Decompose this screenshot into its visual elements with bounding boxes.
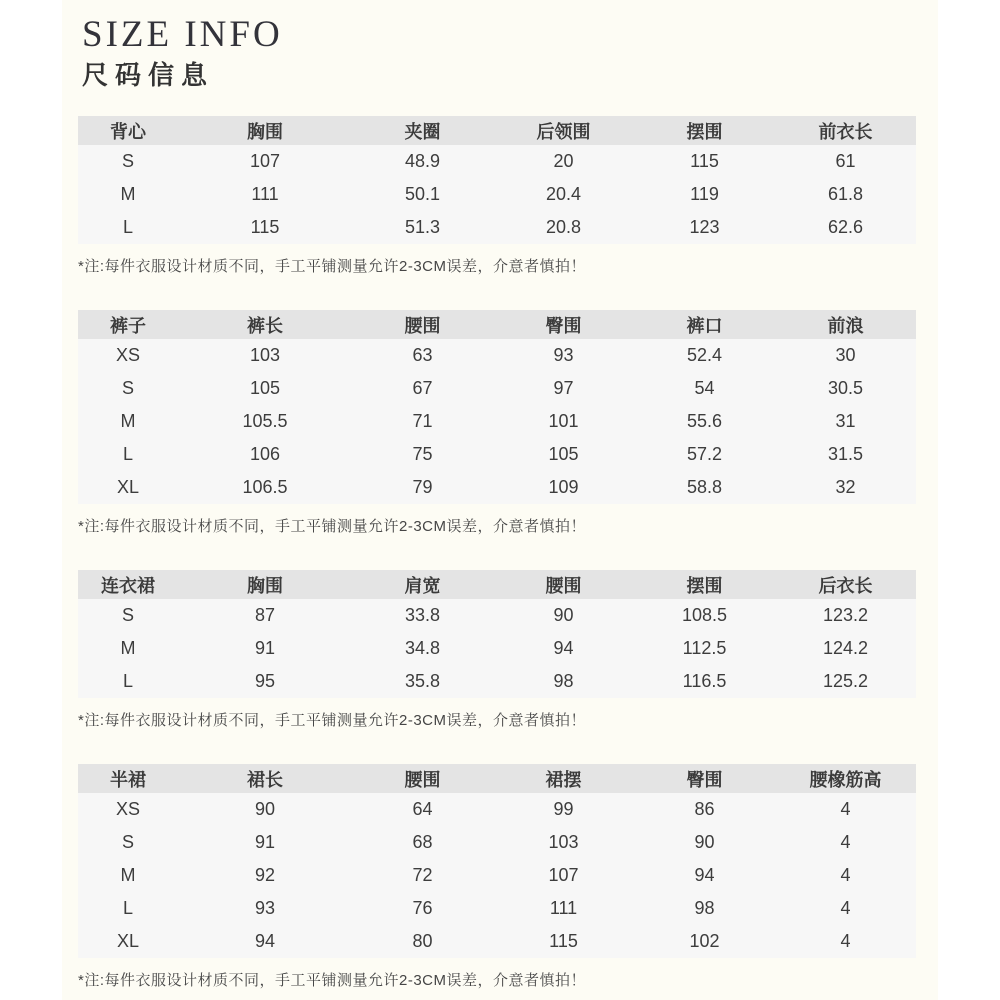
measurement-value: 98 <box>634 892 775 925</box>
measurement-value: 103 <box>178 339 352 372</box>
measurement-note: *注:每件衣服设计材质不同，手工平铺测量允许2-3CM误差，介意者慎拍！ <box>78 712 587 730</box>
measurement-value: 51.3 <box>352 211 493 244</box>
size-label: M <box>78 405 178 438</box>
measurement-column-header: 夹圈 <box>352 116 493 145</box>
measurement-value: 92 <box>178 859 352 892</box>
measurement-value: 94 <box>178 925 352 958</box>
measurement-value: 106 <box>178 438 352 471</box>
measurement-column-header: 臀围 <box>634 764 775 793</box>
measurement-column-header: 腰围 <box>352 764 493 793</box>
measurement-value: 67 <box>352 372 493 405</box>
measurement-value: 94 <box>634 859 775 892</box>
measurement-value: 111 <box>178 178 352 211</box>
measurement-column-header: 后衣长 <box>775 570 916 599</box>
measurement-value: 119 <box>634 178 775 211</box>
measurement-value: 63 <box>352 339 493 372</box>
table-header-row <box>78 764 916 793</box>
pants-size-table <box>78 310 916 504</box>
measurement-value: 91 <box>178 826 352 859</box>
measurement-value: 105.5 <box>178 405 352 438</box>
vest-size-section <box>62 116 938 276</box>
measurement-value: 93 <box>493 339 634 372</box>
measurement-value: 31.5 <box>775 438 916 471</box>
size-row <box>78 599 916 632</box>
measurement-column-header: 肩宽 <box>352 570 493 599</box>
measurement-value: 90 <box>178 793 352 826</box>
size-row <box>78 339 916 372</box>
size-row <box>78 859 916 892</box>
measurement-column-header: 摆围 <box>634 570 775 599</box>
measurement-value: 30.5 <box>775 372 916 405</box>
measurement-value: 4 <box>775 892 916 925</box>
size-label: L <box>78 665 178 698</box>
size-label: XL <box>78 471 178 504</box>
measurement-value: 61 <box>775 145 916 178</box>
measurement-value: 108.5 <box>634 599 775 632</box>
measurement-column-header: 腰围 <box>352 310 493 339</box>
measurement-value: 107 <box>178 145 352 178</box>
page-subtitle: 尺码信息 <box>82 59 215 90</box>
measurement-value: 20.8 <box>493 211 634 244</box>
measurement-column-header: 臀围 <box>493 310 634 339</box>
size-row <box>78 892 916 925</box>
size-row <box>78 405 916 438</box>
measurement-value: 33.8 <box>352 599 493 632</box>
measurement-value: 55.6 <box>634 405 775 438</box>
measurement-value: 54 <box>634 372 775 405</box>
measurement-value: 57.2 <box>634 438 775 471</box>
skirt-size-table <box>78 764 916 958</box>
size-row <box>78 826 916 859</box>
dress-size-section <box>62 570 938 730</box>
table-header-row <box>78 570 916 599</box>
measurement-value: 48.9 <box>352 145 493 178</box>
measurement-value: 101 <box>493 405 634 438</box>
size-label: L <box>78 892 178 925</box>
measurement-value: 64 <box>352 793 493 826</box>
content-area <box>62 0 938 1000</box>
measurement-value: 99 <box>493 793 634 826</box>
garment-name-header: 裤子 <box>78 310 178 339</box>
measurement-value: 62.6 <box>775 211 916 244</box>
pants-size-section <box>62 310 938 536</box>
garment-name-header: 半裙 <box>78 764 178 793</box>
measurement-value: 106.5 <box>178 471 352 504</box>
size-row <box>78 145 916 178</box>
measurement-value: 93 <box>178 892 352 925</box>
measurement-value: 123 <box>634 211 775 244</box>
measurement-value: 109 <box>493 471 634 504</box>
size-row <box>78 665 916 698</box>
measurement-value: 123.2 <box>775 599 916 632</box>
measurement-column-header: 裤长 <box>178 310 352 339</box>
size-row <box>78 925 916 958</box>
measurement-value: 116.5 <box>634 665 775 698</box>
size-label: S <box>78 599 178 632</box>
garment-name-header: 背心 <box>78 116 178 145</box>
size-row <box>78 793 916 826</box>
measurement-column-header: 摆围 <box>634 116 775 145</box>
measurement-value: 115 <box>634 145 775 178</box>
measurement-value: 105 <box>493 438 634 471</box>
measurement-value: 115 <box>178 211 352 244</box>
measurement-value: 90 <box>634 826 775 859</box>
table-header-row <box>78 310 916 339</box>
measurement-note: *注:每件衣服设计材质不同，手工平铺测量允许2-3CM误差，介意者慎拍！ <box>78 518 587 536</box>
size-row <box>78 438 916 471</box>
measurement-value: 95 <box>178 665 352 698</box>
measurement-column-header: 胸围 <box>178 116 352 145</box>
measurement-column-header: 腰围 <box>493 570 634 599</box>
measurement-value: 71 <box>352 405 493 438</box>
measurement-value: 20 <box>493 145 634 178</box>
garment-name-header: 连衣裙 <box>78 570 178 599</box>
measurement-value: 58.8 <box>634 471 775 504</box>
measurement-value: 35.8 <box>352 665 493 698</box>
measurement-value: 107 <box>493 859 634 892</box>
size-label: L <box>78 438 178 471</box>
measurement-value: 68 <box>352 826 493 859</box>
measurement-column-header: 前衣长 <box>775 116 916 145</box>
measurement-value: 30 <box>775 339 916 372</box>
size-label: S <box>78 826 178 859</box>
measurement-value: 4 <box>775 859 916 892</box>
measurement-value: 32 <box>775 471 916 504</box>
skirt-size-section <box>62 764 938 990</box>
measurement-value: 4 <box>775 826 916 859</box>
size-row <box>78 211 916 244</box>
size-row <box>78 471 916 504</box>
measurement-note: *注:每件衣服设计材质不同，手工平铺测量允许2-3CM误差，介意者慎拍！ <box>78 258 587 276</box>
size-label: L <box>78 211 178 244</box>
measurement-value: 86 <box>634 793 775 826</box>
size-label: XS <box>78 339 178 372</box>
measurement-value: 124.2 <box>775 632 916 665</box>
measurement-value: 112.5 <box>634 632 775 665</box>
measurement-column-header: 腰橡筋高 <box>775 764 916 793</box>
size-row <box>78 372 916 405</box>
measurement-value: 79 <box>352 471 493 504</box>
measurement-value: 80 <box>352 925 493 958</box>
measurement-value: 90 <box>493 599 634 632</box>
size-row <box>78 178 916 211</box>
measurement-value: 4 <box>775 925 916 958</box>
measurement-value: 94 <box>493 632 634 665</box>
measurement-column-header: 胸围 <box>178 570 352 599</box>
dress-size-table <box>78 570 916 698</box>
measurement-value: 50.1 <box>352 178 493 211</box>
measurement-value: 97 <box>493 372 634 405</box>
measurement-value: 61.8 <box>775 178 916 211</box>
size-label: XL <box>78 925 178 958</box>
measurement-value: 4 <box>775 793 916 826</box>
measurement-value: 102 <box>634 925 775 958</box>
measurement-value: 98 <box>493 665 634 698</box>
measurement-column-header: 裙摆 <box>493 764 634 793</box>
measurement-value: 125.2 <box>775 665 916 698</box>
measurement-value: 103 <box>493 826 634 859</box>
size-label: M <box>78 859 178 892</box>
measurement-column-header: 裤口 <box>634 310 775 339</box>
size-row <box>78 632 916 665</box>
measurement-value: 31 <box>775 405 916 438</box>
table-header-row <box>78 116 916 145</box>
measurement-value: 87 <box>178 599 352 632</box>
measurement-value: 91 <box>178 632 352 665</box>
measurement-value: 111 <box>493 892 634 925</box>
page-title: SIZE INFO <box>82 14 283 55</box>
measurement-value: 76 <box>352 892 493 925</box>
measurement-value: 75 <box>352 438 493 471</box>
measurement-value: 105 <box>178 372 352 405</box>
measurement-column-header: 裙长 <box>178 764 352 793</box>
vest-size-table <box>78 116 916 244</box>
measurement-value: 20.4 <box>493 178 634 211</box>
measurement-column-header: 后领围 <box>493 116 634 145</box>
size-label: S <box>78 372 178 405</box>
measurement-value: 34.8 <box>352 632 493 665</box>
measurement-value: 72 <box>352 859 493 892</box>
measurement-value: 115 <box>493 925 634 958</box>
measurement-note: *注:每件衣服设计材质不同，手工平铺测量允许2-3CM误差，介意者慎拍！ <box>78 972 587 990</box>
size-label: M <box>78 178 178 211</box>
size-label: S <box>78 145 178 178</box>
size-label: M <box>78 632 178 665</box>
measurement-column-header: 前浪 <box>775 310 916 339</box>
size-label: XS <box>78 793 178 826</box>
measurement-value: 52.4 <box>634 339 775 372</box>
